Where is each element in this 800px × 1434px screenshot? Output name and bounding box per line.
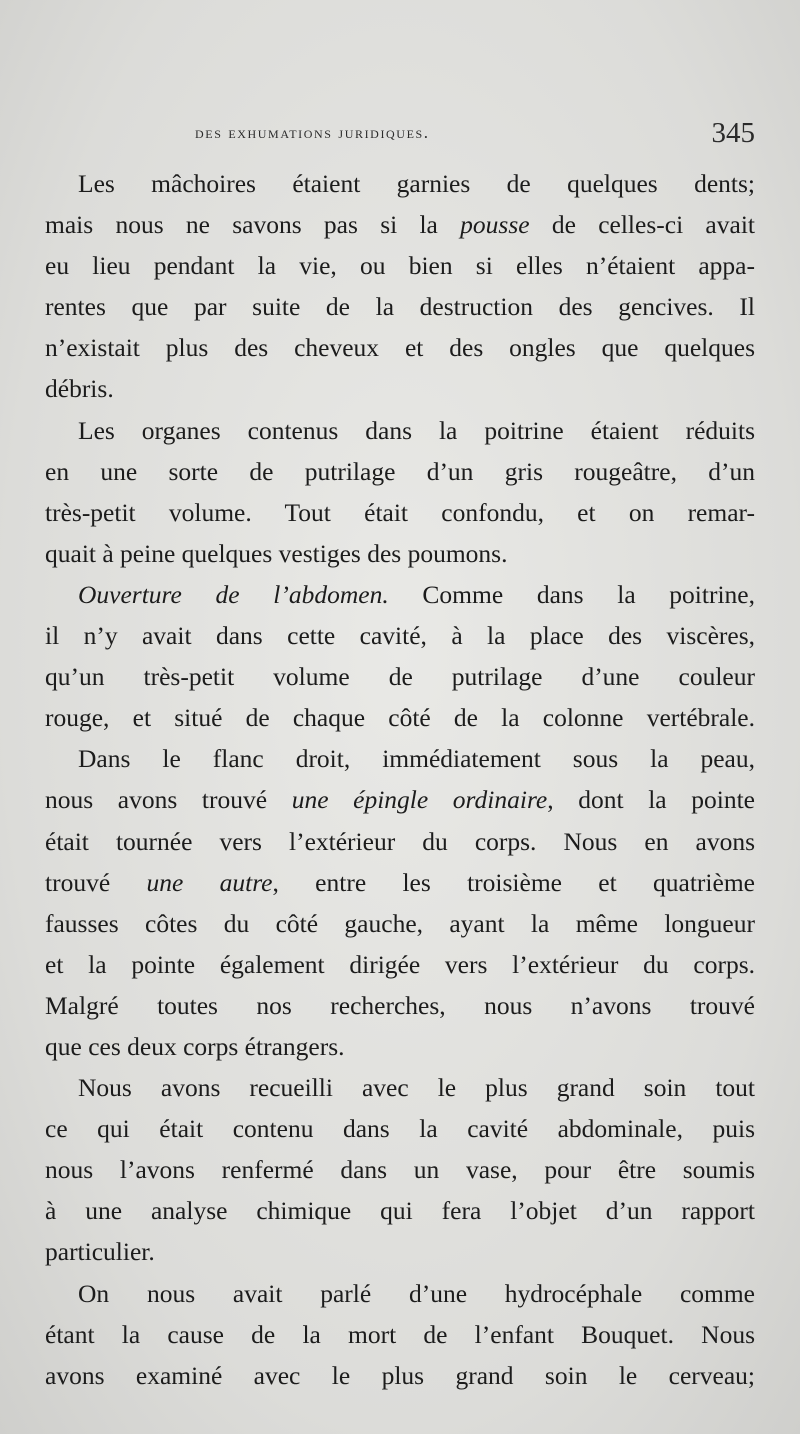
text-segment: , dont la pointe [547, 785, 755, 815]
text-line: étant la cause de la mort de l’enfant Bouquet. Nous [45, 1319, 755, 1349]
italic-segment: une épingle ordinaire [291, 785, 548, 815]
text-line: eu lieu pendant la vie, ou bien si elles n’étaient appa- [45, 251, 755, 281]
text-line: ce qui était contenu dans la cavité abdominale, puis [45, 1114, 755, 1144]
text-line [45, 204, 755, 245]
text-line: quait à peine quelques vestiges des poumons. [45, 538, 508, 568]
text-line: avons examiné avec le plus grand soin le cerveau; [45, 1360, 755, 1390]
text-line: Les mâchoires étaient garnies de quelques dents; [78, 169, 755, 198]
text-line: Malgré toutes nos recherches, nous n’avons trouvé [45, 990, 755, 1020]
text-body [45, 163, 755, 1396]
text-line: particulier. [45, 1237, 155, 1267]
text-line: il n’y avait dans cette cavité, à la place des viscères, [45, 621, 755, 651]
text-line: débris. [45, 374, 114, 404]
text-line: en une sorte de putrilage d’un gris rougeâtre, d’un [45, 456, 755, 486]
text-segment: , entre les troisième et quatrième [272, 867, 755, 897]
running-head [195, 117, 755, 153]
italic-segment: Ouverture de l’abdomen. [78, 579, 389, 609]
text-line: que ces deux corps étrangers. [45, 1031, 345, 1061]
text-line [45, 862, 755, 903]
page-number: 345 [711, 117, 755, 149]
text-segment: trouvé [45, 867, 147, 897]
text-line [45, 779, 755, 820]
text-line: On nous avait parlé d’une hydrocéphale comme [78, 1278, 755, 1308]
text-line: fausses côtes du côté gauche, ayant la même longueur [45, 908, 755, 938]
text-line: était tournée vers l’extérieur du corps. Nous en avons [45, 826, 755, 856]
text-line: Les organes contenus dans la poitrine étaient réduits [78, 415, 755, 445]
text-line: qu’un très-petit volume de putrilage d’une couleur [45, 662, 755, 692]
text-line: nous l’avons renfermé dans un vase, pour être soumis [45, 1155, 755, 1185]
text-line: et la pointe également dirigée vers l’extérieur du corps. [45, 949, 755, 979]
text-line [45, 574, 755, 615]
text-segment: de celles-ci avait [529, 210, 755, 240]
running-title: des exhumations juridiques. [195, 123, 430, 142]
text-segment: mais nous ne savons pas si la [45, 210, 461, 240]
text-line: Nous avons recueilli avec le plus grand soin tout [78, 1073, 755, 1103]
text-line: très-petit volume. Tout était confondu, et on remar- [45, 497, 755, 527]
italic-segment: pousse [460, 210, 530, 240]
text-line: Dans le flanc droit, immédiatement sous la peau, [78, 744, 755, 774]
text-line: rouge, et situé de chaque côté de la colonne vertébrale. [45, 703, 755, 733]
italic-segment: une autre [146, 867, 273, 897]
text-segment: Comme dans la poitrine, [388, 579, 755, 609]
text-line: rentes que par suite de la destruction des gencives. Il [45, 292, 755, 322]
text-line: n’existait plus des cheveux et des ongles que quelques [45, 333, 755, 363]
text-segment: nous avons trouvé [45, 785, 292, 815]
text-line: à une analyse chimique qui fera l’objet d’un rapport [45, 1196, 755, 1226]
